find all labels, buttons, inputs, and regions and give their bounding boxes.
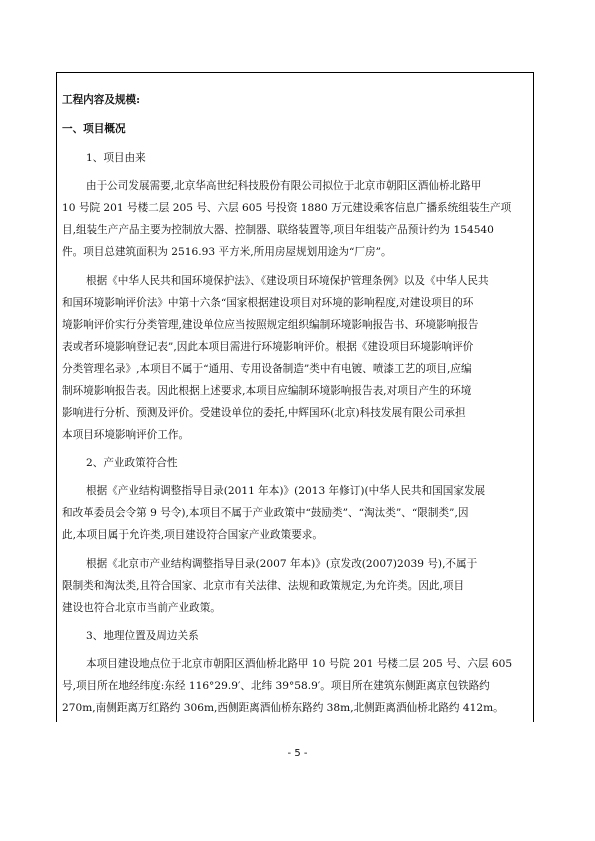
paragraph-line: 由于公司发展需要,北京华高世纪科技股份有限公司拟位于北京市朝阳区酒仙桥北路甲 [86, 180, 482, 192]
paragraph-line: 建设也符合北京市当前产业政策。 [62, 602, 221, 614]
paragraph-line: 270m,南侧距离万红路约 306m,西侧距离酒仙桥东路约 38m,北侧距离酒仙桥北路约 412m。 [62, 702, 504, 714]
paragraph-line: 10 号院 201 号楼二层 205 号、六层 605 号投资 1880 万元建设乘客信息广播系统组装生产项 [62, 202, 512, 214]
paragraph-line: 本项目建设地点位于北京市朝阳区酒仙桥北路甲 10 号院 201 号楼二层 205 号、六层 605 [86, 658, 513, 670]
sub3-title: 3、地理位置及周边关系 [86, 630, 199, 642]
paragraph-line: 限制类和淘汰类,且符合国家、北京市有关法律、法规和政策规定,为允许类。因此,项目 [62, 580, 465, 592]
sub1-title: 1、项目由来 [86, 152, 146, 164]
paragraph-line: 分类管理名录》,本项目不属于“通用、专用设备制造”类中有电镀、喷漆工艺的项目,应编 [62, 363, 472, 375]
paragraph-line: 影响进行分析、预测及评价。受建设单位的委托,中辉国环(北京)科技发展有限公司承担 [62, 407, 466, 419]
paragraph-line: 根据《北京市产业结构调整指导目录(2007 年本)》(京发改(2007)2039 号),不属于 [86, 558, 478, 570]
sub2-title: 2、产业政策符合性 [86, 457, 178, 469]
paragraph-line: 表或者环境影响登记表”,因此本项目需进行环境影响评价。根据《建设项目环境影响评价 [62, 341, 474, 353]
paragraph-line: 根据《产业结构调整指导目录(2011 年本)》(2013 年修订)(中华人民共和国国家发展 [86, 485, 486, 497]
paragraph-line: 和改革委员会令第 9 号令),本项目不属于产业政策中“鼓励类”、“淘汰类”、“限制类”,因 [62, 507, 469, 519]
page-number: - 5 - [287, 748, 308, 759]
paragraph-line: 目,组装生产产品主要为控制放大器、控制器、联络装置等,项目年组装产品预计约为 154540 [62, 224, 494, 236]
paragraph-line: 制环境影响报告表。因此根据上述要求,本项目应编制环境影响报告表,对项目产生的环境 [62, 385, 472, 397]
paragraph-line: 本项目环境影响评价工作。 [62, 429, 190, 441]
part1-title: 一、项目概况 [62, 123, 126, 135]
paragraph-line: 境影响评价实行分类管理,建设单位应当按照规定组织编制环境影响报告书、环境影响报告 [62, 319, 479, 331]
paragraph-line: 根据《中华人民共和国环境保护法》、《建设项目环境保护管理条例》以及《中华人民共 [86, 275, 489, 287]
content-frame [56, 72, 534, 722]
paragraph-line: 号,项目所在地经纬度:东经 116°29.9′、北纬 39°58.9′。项目所在建筑东侧距离京包铁路约 [62, 680, 490, 692]
section-heading: 工程内容及规模: [62, 94, 141, 106]
paragraph-line: 件。项目总建筑面积为 2516.93 平方米,所用房屋规划用途为“厂房”。 [62, 246, 392, 258]
paragraph-line: 此,本项目属于允许类,项目建设符合国家产业政策要求。 [62, 529, 323, 541]
paragraph-line: 和国环境影响评价法》中第十六条“国家根据建设项目对环境的影响程度,对建设项目的环 [62, 297, 474, 309]
